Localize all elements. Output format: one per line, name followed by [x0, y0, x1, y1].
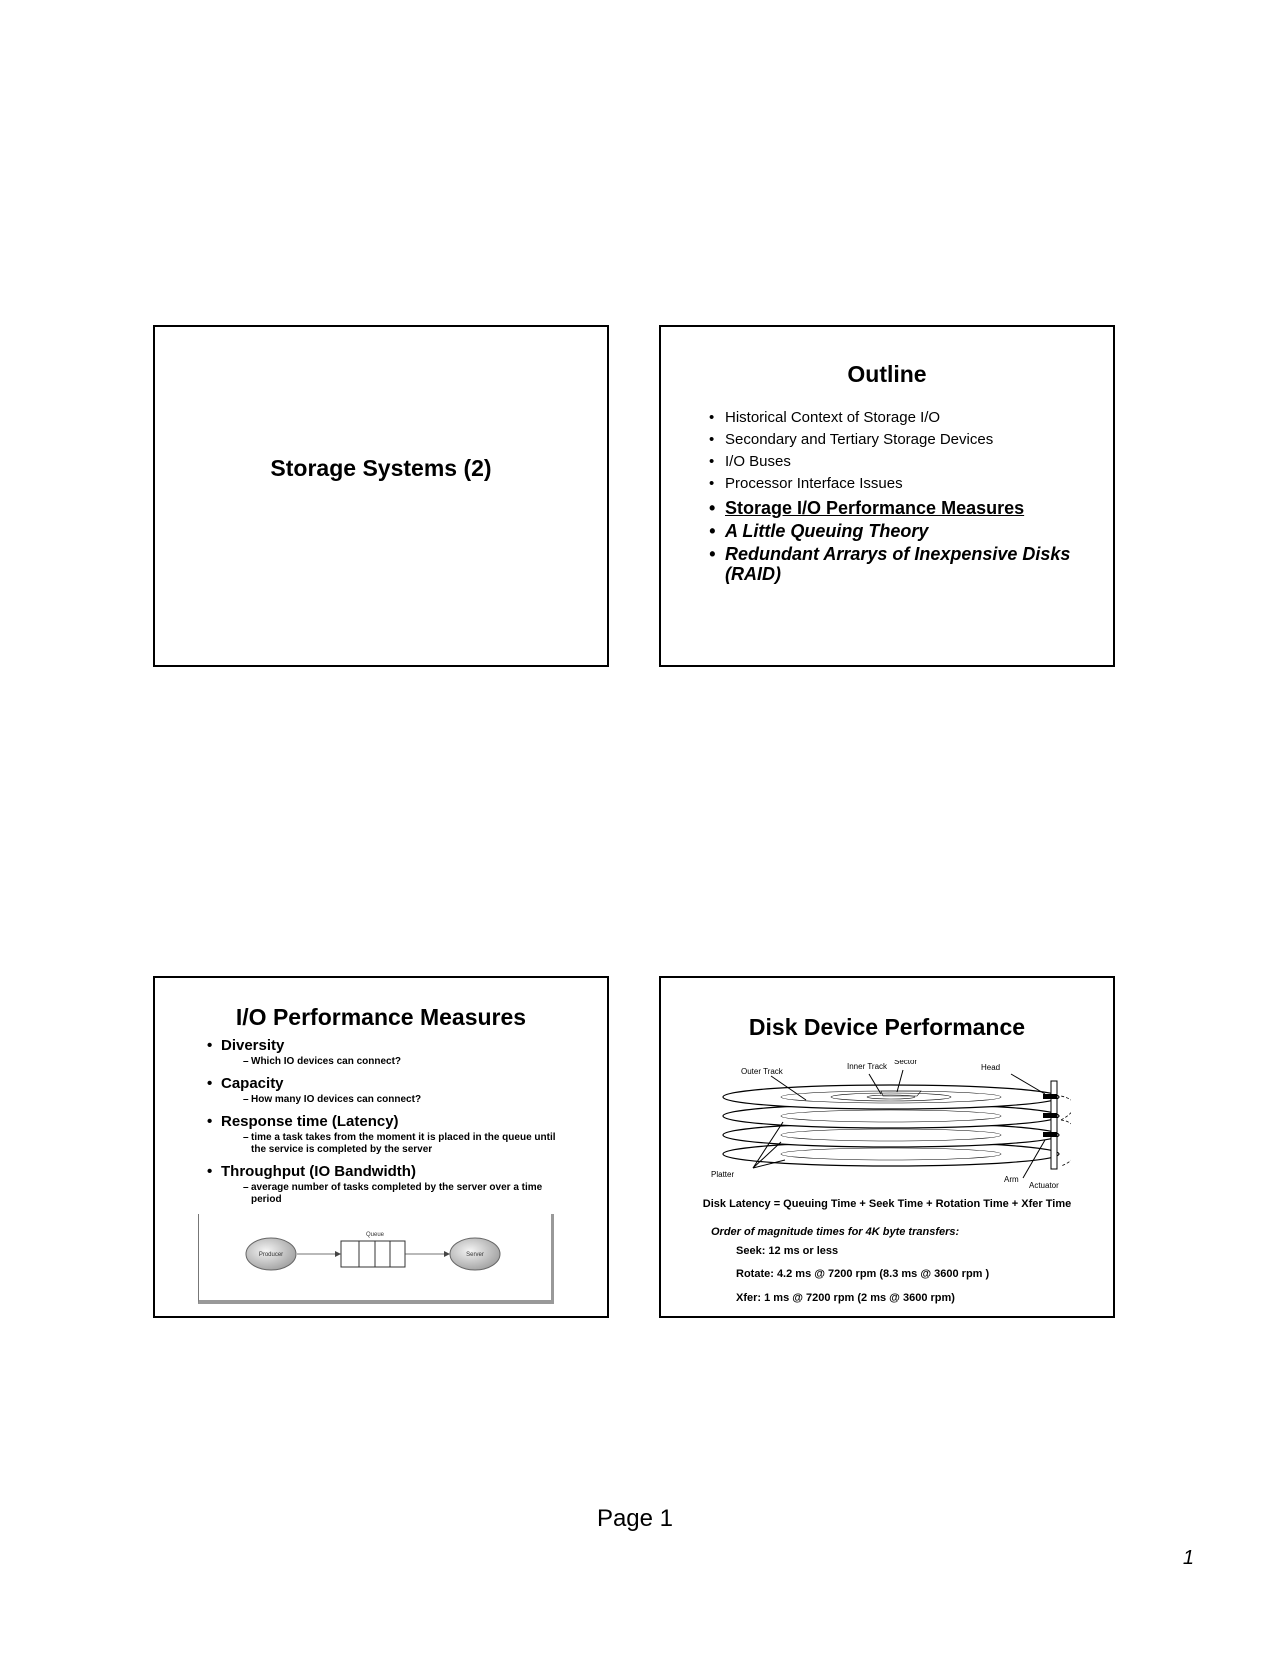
- slide-title-text: Storage Systems (2): [270, 455, 492, 481]
- actuator-motion-arc: [1061, 1096, 1071, 1120]
- perf-item-detail: – average number of tasks completed by the server over a time period: [221, 1182, 557, 1206]
- xfer-time: Xfer: 1 ms @ 7200 rpm (2 ms @ 3600 rpm): [736, 1292, 955, 1304]
- perf-item-label: Diversity: [221, 1037, 285, 1054]
- perf-item-label: Throughput (IO Bandwidth): [221, 1163, 416, 1180]
- head-block: [1043, 1113, 1057, 1118]
- outline-item: • I/O Buses: [707, 451, 1093, 473]
- perf-item: [207, 1036, 557, 1068]
- perf-item: [207, 1162, 557, 1206]
- queue-label: Queue: [365, 1232, 385, 1238]
- queue-diagram-svg: [199, 1214, 551, 1300]
- platter-ellipse: [723, 1085, 1059, 1109]
- head-label: Head: [981, 1063, 1001, 1072]
- arrow-head: [335, 1251, 341, 1257]
- perf-item: [207, 1074, 557, 1106]
- server-label: Server: [466, 1252, 484, 1258]
- head-block: [1043, 1132, 1057, 1137]
- slide-title: [153, 325, 609, 667]
- page-number: 1: [1182, 1547, 1194, 1569]
- perf-item-detail: – Which IO devices can connect?: [221, 1056, 557, 1068]
- queue-diagram: [198, 1214, 554, 1304]
- outer-track-label: Outer Track: [741, 1067, 783, 1076]
- slide-outline: [659, 325, 1115, 667]
- slide-io-performance: [153, 976, 609, 1318]
- outline-title: Outline: [847, 361, 927, 387]
- platter-label: Platter: [711, 1170, 735, 1179]
- arm-label: Arm: [1004, 1175, 1019, 1184]
- actuator-label: Actuator: [1029, 1181, 1059, 1190]
- perf-item-detail: – time a task takes from the moment it is placed in the queue until the service is completed by the server: [221, 1132, 557, 1156]
- outline-item-current-text: Storage I/O Performance Measures: [725, 498, 1025, 518]
- inner-track-label: Inner Track: [847, 1062, 888, 1071]
- disk-diagram: [711, 1060, 1071, 1190]
- sector-label: Sector: [894, 1060, 918, 1066]
- arrow-head: [444, 1251, 450, 1257]
- head-block: [1043, 1094, 1057, 1099]
- seek-time: Seek: 12 ms or less: [736, 1245, 839, 1257]
- page-label: Page 1: [596, 1505, 674, 1532]
- perf-item-detail: – How many IO devices can connect?: [221, 1094, 557, 1106]
- slide-disk-performance: [659, 976, 1115, 1318]
- actuator-motion-arc: [1061, 1120, 1071, 1166]
- outline-item: • A Little Queuing Theory: [707, 521, 1093, 541]
- outline-item: • Secondary and Tertiary Storage Devices: [707, 429, 1093, 451]
- perf-item-label: Capacity: [221, 1075, 284, 1092]
- io-performance-list: [207, 1034, 557, 1212]
- queue-buffer: [341, 1241, 405, 1267]
- order-heading: Order of magnitude times for 4K byte transfers:: [711, 1226, 960, 1238]
- perf-item: [207, 1112, 557, 1156]
- outline-item: • Redundant Arrarys of Inexpensive Disks (RAID): [707, 544, 1093, 584]
- disk-performance-title: Disk Device Performance: [748, 1014, 1026, 1040]
- latency-formula: Disk Latency = Queuing Time + Seek Time + Rotation Time + Xfer Time: [702, 1198, 1072, 1210]
- producer-label: Producer: [258, 1252, 284, 1258]
- rotate-time: Rotate: 4.2 ms @ 7200 rpm (8.3 ms @ 3600 rpm ): [736, 1268, 990, 1280]
- outline-item: • Historical Context of Storage I/O: [707, 407, 1093, 429]
- outline-list: [707, 407, 1093, 587]
- outline-item-current: [707, 498, 1093, 518]
- outline-item: • Processor Interface Issues: [707, 473, 1093, 495]
- perf-item-label: Response time (Latency): [221, 1113, 399, 1130]
- io-performance-title: I/O Performance Measures: [235, 1004, 527, 1030]
